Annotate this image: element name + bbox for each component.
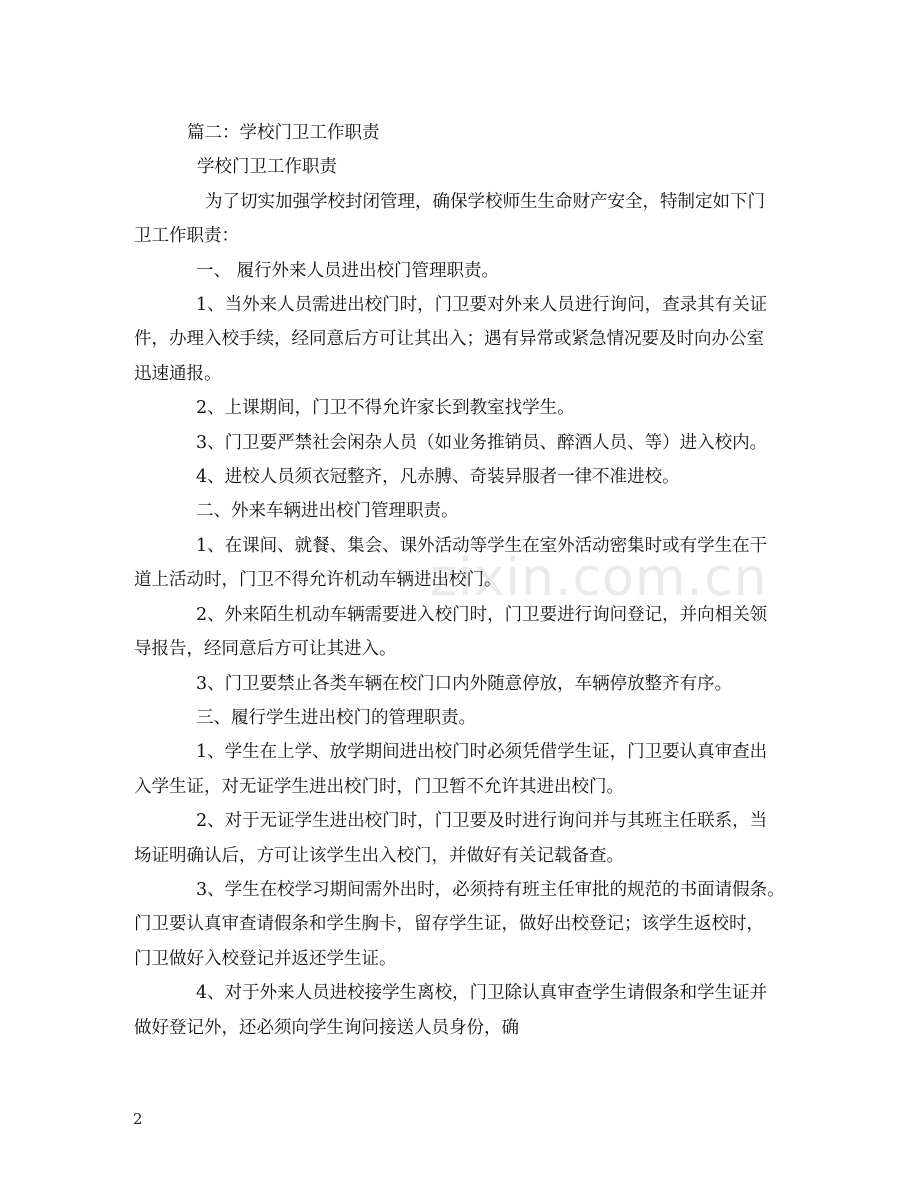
paragraph-line: 场证明确认后，方可让该学生出入校门，并做好有关记载备查。 <box>134 845 624 866</box>
paragraph-line: 1、学生在上学、放学期间进出校门时必须凭借学生证，门卫要认真审查出 <box>196 742 768 763</box>
paragraph-line: 三、履行学生进出校门的管理职责。 <box>196 707 476 728</box>
paragraph-line: 门卫要认真审查请假条和学生胸卡，留存学生证，做好出校登记；该学生返校时， <box>134 914 764 935</box>
intro-line: 为了切实加强学校封闭管理，确保学校师生生命财产安全，特制定如下门 <box>205 191 765 212</box>
body-paragraph <box>134 288 801 391</box>
paragraph-line: 1、在课间、就餐、集会、课外活动等学生在室外活动密集时或有学生在干 <box>196 535 768 556</box>
paragraph-line: 2、对于无证学生进出校门时，门卫要及时进行询问并与其班主任联系，当 <box>196 811 768 832</box>
body-paragraph <box>134 529 801 598</box>
paragraph-line: 二、外来车辆进出校门管理职责。 <box>196 501 459 522</box>
body-paragraph <box>134 460 801 494</box>
body-paragraph <box>134 494 801 528</box>
paragraph-line: 1、当外来人员需进出校门时，门卫要对外来人员进行询问，查录其有关证 <box>196 295 768 316</box>
paragraph-line: 2、上课期间，门卫不得允许家长到教室找学生。 <box>196 398 575 419</box>
paragraph-line: 迅速通报。 <box>134 363 222 384</box>
body-paragraph <box>134 701 801 735</box>
body-paragraph <box>134 254 801 288</box>
paragraph-line: 件，办理入校手续，经同意后方可让其出入；遇有异常或紧急情况要及时向办公室 <box>134 329 764 350</box>
paragraph-line: 道上活动时，门卫不得允许机动车辆进出校门。 <box>134 570 502 591</box>
body-paragraph <box>134 667 801 701</box>
body-paragraph <box>134 391 801 425</box>
body-paragraph <box>134 804 801 873</box>
body-paragraph <box>134 735 801 804</box>
paragraph-line: 3、学生在校学习期间需外出时，必须持有班主任审批的规范的书面请假条。 <box>196 879 785 900</box>
paragraph-line: 4、对于外来人员进校接学生离校，门卫除认真审查学生请假条和学生证并 <box>196 983 768 1004</box>
paragraph-line: 2、外来陌生机动车辆需要进入校门时，门卫要进行询问登记，并向相关领 <box>196 604 768 625</box>
document-title: 学校门卫工作职责 <box>197 157 337 178</box>
paragraph-list <box>134 254 801 1045</box>
paragraph-line: 做好登记外，还必须向学生询问接送人员身份，确 <box>134 1017 519 1038</box>
paragraph-line: 门卫做好入校登记并返还学生证。 <box>134 948 397 969</box>
paragraph-line: 3、门卫要严禁社会闲杂人员（如业务推销员、醉酒人员、等）进入校内。 <box>196 432 768 453</box>
intro-line: 卫工作职责： <box>134 226 239 247</box>
page-number: 2 <box>133 1110 143 1128</box>
document-body <box>134 116 801 1045</box>
paragraph-line: 入学生证，对无证学生进出校门时，门卫暂不允许其进出校门。 <box>134 776 624 797</box>
paragraph-line: 导报告，经同意后方可让其进入。 <box>134 639 397 660</box>
paragraph-line: 4、进校人员须衣冠整齐，凡赤膊、奇装异服者一律不准进校。 <box>196 467 680 488</box>
paragraph-line: 3、门卫要禁止各类车辆在校门口内外随意停放，车辆停放整齐有序。 <box>196 673 733 694</box>
body-paragraph <box>134 598 801 667</box>
body-paragraph <box>134 873 801 976</box>
paragraph-line: 一、 履行外来人员进出校门管理职责。 <box>196 260 500 281</box>
watermark: zixin.com.cn <box>430 548 768 608</box>
section-heading: 篇二：学校门卫工作职责 <box>187 123 380 143</box>
body-paragraph <box>134 976 801 1045</box>
body-paragraph <box>134 426 801 460</box>
intro-paragraph <box>134 185 801 254</box>
